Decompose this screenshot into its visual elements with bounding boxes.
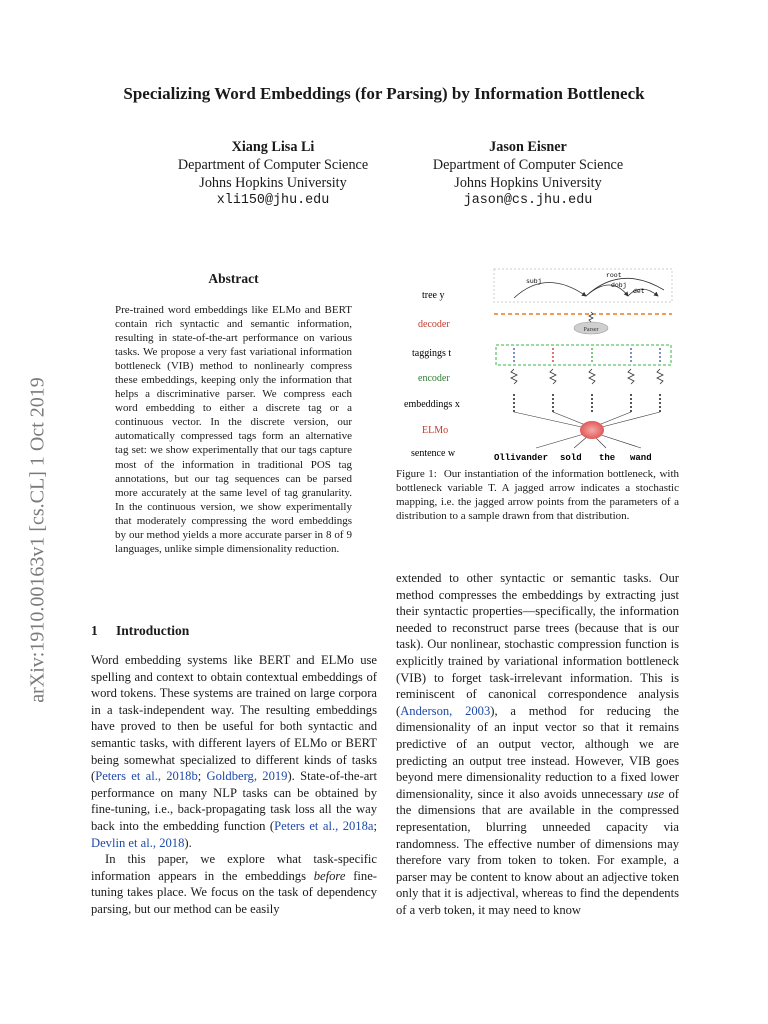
paper-title: Specializing Word Embeddings (for Parsing) by Information Bottleneck [123, 84, 645, 103]
citation-link[interactable]: Devlin et al., 2018 [91, 835, 185, 850]
author-block-1 [143, 138, 403, 210]
label-sentence: sentence w [411, 448, 456, 459]
abstract-text: Pre-trained word embeddings like ELMo and BERT contain rich syntactic and semantic information, resulting in state-of-the-art performance on various tasks. We propose a very fast variational information bottleneck (VIB) method to nonlinearly compress these embeddings, keeping only the information that helps a discriminative parser. We compress each word embedding to either a discrete tag or a continuous vector. In the discrete version, our automatically compressed tags form an alternative tag set: we show experimentally that our tags capture most of the information in traditional POS tag annotations, but our tag sequences can be parsed more accurately at the same level of tag granularity. In the continuous version, we show experimentally that moderately compressing the word embeddings by our method yields a more accurate parser in 8 of 9 languages, unlike simple dimensionality reduction. [115, 304, 352, 555]
intro-paragraph-3: extended to other syntactic or semantic tasks. Our method compresses the embeddings by extracting just their syntactic properties—specifically, the information needed to reconstruct parse trees (because that is our task). Our nonlinear, stochastic compression function is explicitly trained by variational information bottleneck (VIB) to forget task-irrelevant information. This is reminiscent of canonical correspondence analysis ( [396, 571, 679, 718]
arc-subj [514, 282, 586, 298]
caption-prefix: Figure 1: [396, 468, 437, 480]
label-encoder: encoder [418, 373, 450, 384]
parser-label: Parser [583, 327, 599, 333]
arc-label: subj [526, 278, 542, 285]
label-embeddings: embeddings x [404, 399, 460, 410]
author-email[interactable]: xli150@jhu.edu [216, 193, 330, 208]
token-column [550, 348, 556, 412]
arc-label: root [606, 272, 622, 279]
author-email[interactable]: jason@cs.jhu.edu [463, 193, 593, 208]
section-number: 1 [91, 623, 98, 638]
intro-column-right: extended to other syntactic or semantic tasks. Our method compresses the embeddings by extracting just their syntactic properties—specifically, the information needed to reconstruct parse trees (because that is our task). Our nonlinear, stochastic compression function is explicitly trained by variational information bottleneck (VIB) to forget task-irrelevant information. This is reminiscent of canonical correspondence analysis (Anderson, 2003), a method for reducing the dimensionality of an input vector so that it remains predictive of an output vector, although we are predicting an output tree instead. However, VIB goes beyond mere dimensionality reduction to a fixed lower dimensionality, since it also avoids unnecessary use of the dimensions that are available in the compressed representation, blurring unneeded capacity via randomness. The effective number of dimensions may therefore vary from token to token. For example, a parser may be content to know about an adjective token only that it is adjectival, whereas to find the dependents of a verb token, it may need to know [396, 571, 679, 917]
intro-column-left [91, 652, 377, 918]
label-taggings: taggings t [412, 348, 452, 359]
token-column [511, 348, 517, 412]
citation-link[interactable]: Goldberg, 2019 [206, 769, 288, 784]
elmo-node [580, 421, 604, 439]
section-heading [91, 623, 189, 639]
abstract-heading: Abstract [208, 271, 259, 286]
decoder-jagged-arrow [589, 312, 593, 322]
sentence-word: the [599, 453, 616, 463]
citation-link[interactable]: Peters et al., 2018b [95, 769, 198, 784]
token-column [628, 348, 634, 412]
taggings-box [496, 345, 671, 365]
sentence-word: wand [630, 453, 652, 463]
author-name: Jason Eisner [489, 139, 567, 155]
author-dept: Department of Computer Science [177, 157, 369, 173]
caption-text: Our instantiation of the information bottleneck, with bottleneck variable T. A jagged arrow indicates a stochastic mapping, i.e. the jagged arrow points from the parameters of a distribution to a sample drawn from that distribution. [396, 468, 679, 523]
author-university: Johns Hopkins University [199, 175, 347, 191]
sentence-word: Ollivander [494, 453, 549, 463]
figure-1-diagram [396, 266, 679, 464]
author-university: Johns Hopkins University [454, 175, 602, 191]
author-name: Xiang Lisa Li [231, 139, 315, 155]
label-elmo: ELMo [422, 425, 449, 436]
sentence-word: sold [560, 453, 582, 463]
tree-box [494, 269, 672, 302]
intro-paragraph-2: In this paper, we explore what task-specific information appears in the embeddings before fine-tuning takes place. We focus on the task of dependency parsing, but our method can be easily [91, 852, 377, 916]
label-tree: tree y [422, 290, 445, 301]
arc-label: dobj [611, 282, 627, 289]
arc-label: det [633, 288, 645, 295]
token-column [657, 348, 663, 412]
arxiv-identifier: arXiv:1910.00163v1 [cs.CL] 1 Oct 2019 [26, 377, 49, 703]
label-decoder: decoder [418, 319, 450, 330]
token-column [589, 348, 595, 412]
citation-link[interactable]: Anderson, 2003 [400, 703, 491, 718]
author-block-2 [398, 138, 658, 210]
figure-1-caption [396, 467, 679, 523]
citation-link[interactable]: Peters et al., 2018a [274, 818, 374, 833]
author-dept: Department of Computer Science [432, 157, 624, 173]
section-title: Introduction [116, 623, 190, 638]
intro-paragraph-1: Word embedding systems like BERT and ELMo use spelling and context to obtain contextual embeddings of word tokens. These systems are trained on large corpora in a task-independent way. The resulting embeddings have proved to then be useful for both syntactic and semantic tasks, with different layers of ELMo or BERT being somewhat specialized to different kinds of tasks (Peters et al., 2018b; Goldberg, 2019). State-of-the-art performance on many NLP tasks can be obtained by fine-tuning, i.e., back-propagating task loss all the way back into the embedding function (Peters et al., 2018a; Devlin et al., 2018). [91, 653, 377, 850]
